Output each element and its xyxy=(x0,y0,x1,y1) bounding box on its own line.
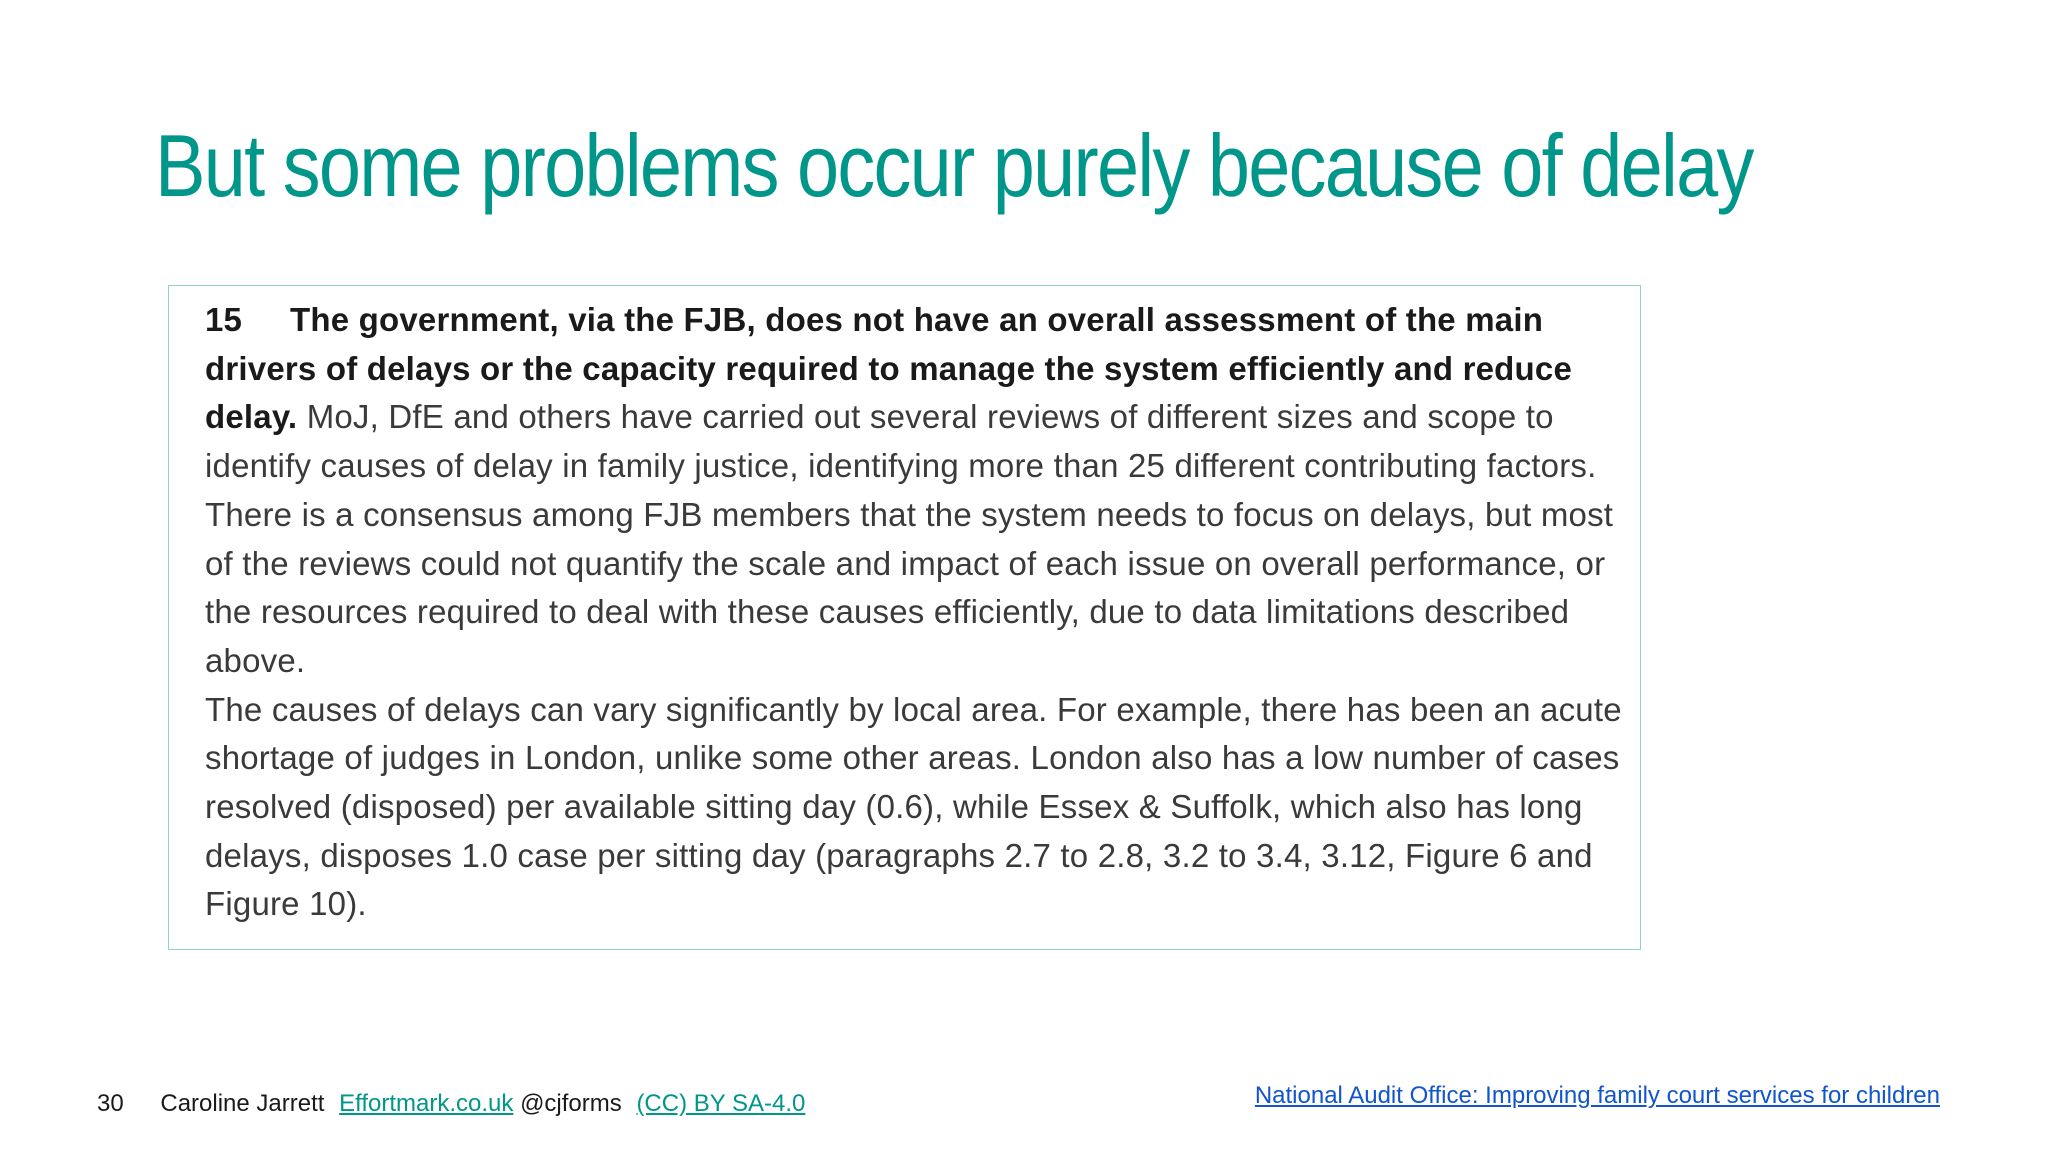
paragraph-number: 15 xyxy=(205,301,243,338)
source-link[interactable]: National Audit Office: Improving family court services for children xyxy=(1254,1082,1940,1109)
twitter-handle: @cjforms xyxy=(520,1090,622,1117)
author-name: Caroline Jarrett xyxy=(160,1090,325,1117)
footer xyxy=(97,1090,805,1118)
page-number: 30 xyxy=(97,1090,124,1117)
slide-title: But some problems occur purely because of delay xyxy=(155,116,1753,215)
license-link[interactable]: (CC) BY SA-4.0 xyxy=(636,1090,806,1117)
quote-body-second: The causes of delays can vary significantly by local area. For example, there has been an acute shortage of judges in London, unlike some other areas. London also has a low number of cases resolved (disposed) per available sitting day (0.6), while Essex & Suffolk, which also has long delays, disposes 1.0 case per sitting day (paragraphs 2.7 to 2.8, 3.2 to 3.4, 3.12, Figure 6 and Figure 10). xyxy=(205,690,1622,923)
quote-paragraph xyxy=(205,296,1625,929)
quote-box xyxy=(168,285,1641,950)
quote-body-first: MoJ, DfE and others have carried out several reviews of different sizes and scope to identify causes of delay in family justice, identifying more than 25 different contributing factors. There is a consensus among FJB members that the system needs to focus on delays, but most of the reviews could not quantify the scale and impact of each issue on overall performance, or the resources required to deal with these causes efficiently, due to data limitations described above. xyxy=(205,398,1614,679)
quote-lead-sentence: The government, via the FJB, does not have an overall assessment of the main drivers of delays or the capacity required to manage the system efficiently and reduce delay. xyxy=(205,301,1572,436)
website-link[interactable]: Effortmark.co.uk xyxy=(339,1090,514,1117)
